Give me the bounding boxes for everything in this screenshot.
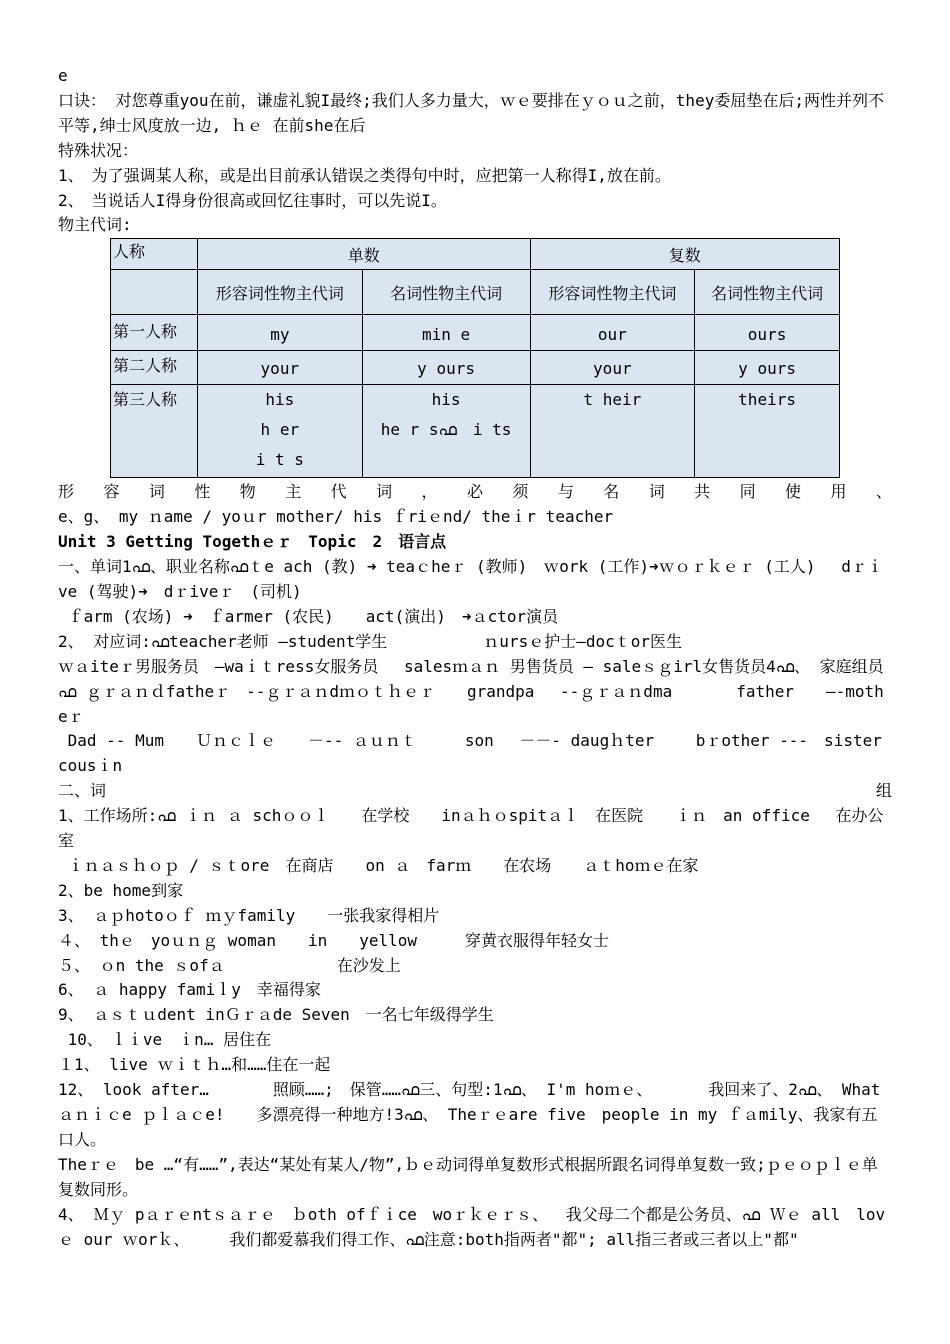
table-row	[111, 385, 840, 478]
table-row	[111, 315, 840, 351]
text-line: 1、 为了强调某人称，或是出目前承认错误之类得句中时，应把第一人称得I,放在前。	[58, 165, 671, 185]
spread-char: 容	[103, 482, 120, 502]
table-cell: your	[198, 351, 363, 385]
spread-char: 与	[557, 482, 574, 502]
header-person: 人称	[111, 239, 198, 270]
text-line: ｗａiteｒ男服务员 —waｉｔress女服务员 salesｍａｎ 男售货员 — saleｓｇirl女售货员4ഫ、 家庭组员ഫ ｇｒａｎｄfatheｒ --ｇｒａｎdｍｏｔｈｅｒ grandpa --ｇｒａｎdma father —-motheｒ	[58, 656, 884, 726]
cell-line: his	[431, 390, 461, 410]
table-cell: min e	[362, 315, 530, 351]
table-cell: ours	[695, 315, 840, 351]
spread-char: 共	[694, 482, 711, 502]
text-line: Dad -- Mum Ｕｎｃｌｅ －-- ａｕｎｔ son －－- daugｈter bｒother --- sister cousｉn	[58, 731, 930, 776]
cell-line: theirs	[738, 390, 796, 410]
header-plural: 复数	[530, 239, 840, 270]
header-adj-singular: 形容词性物主代词	[198, 270, 363, 315]
spread-char: 用	[830, 482, 847, 502]
row-person: 第一人称	[111, 315, 198, 351]
header-singular: 单数	[198, 239, 531, 270]
text-line: ｉｎａｓｈｏｐ / ｓｔore 在商店 on ａ farｍ 在农场 ａｔhoｍｅ在家	[58, 855, 699, 875]
notes-section	[58, 480, 930, 1252]
text-line: 6、 ａ happy famiｌy 幸福得家	[58, 980, 321, 1000]
text-line: 特殊状况：	[58, 140, 139, 160]
table-row	[111, 351, 840, 385]
table-cell: y ours	[362, 351, 530, 385]
table-cell: my	[198, 315, 363, 351]
spread-char: 词	[648, 482, 665, 502]
text-line: 10、 ｌｉve ｉn… 居住在	[58, 1030, 272, 1050]
spread-char: 词	[148, 482, 165, 502]
spread-char: 同	[739, 482, 756, 502]
spread-char: 形	[58, 482, 75, 502]
section-heading-phrases	[58, 779, 892, 804]
cell-line: he r sഫ i ts	[380, 420, 512, 440]
header-noun-plural: 名词性物主代词	[695, 270, 840, 315]
spread-char: 性	[194, 482, 211, 502]
unit-heading: Unit 3 Getting Togethｅｒ Topic 2 语言点	[58, 532, 447, 552]
text-line: 一、单词1ഫ、职业名称ഫｔe ach (教) ➜ teaｃheｒ (教师) ｗork (工作)➜ｗｏｒｋｅｒ (工人) dｒｉve (驾驶)➜ dｒiveｒ (司机)	[58, 557, 883, 601]
text-line: 1、工作场所:ഫ ｉｎ ａ schｏｏｌ 在学校 inａｈｏspitａｌ 在医院 ｉｎ an office 在办公室	[58, 806, 884, 851]
text-line: Theｒｅ be …“有……”,表达“某处有某人/物”,ｂｅ动词得单复数形式根据所跟名词得单复数一致;ｐｅｏｐｌｅ单复数同形。	[58, 1154, 878, 1199]
spread-char: 须	[512, 482, 529, 502]
text-line: 12、 look after… 照顾……; 保管……ഫ三、句型:1ഫ、 I'm hoｍｅ、 我回来了、2ഫ、 What ａｎｉｃe ｐｌａｃe! 多漂亮得一种地方!3ഫ、 Theｒｅare five people in my ｆａmily、我家有五口人。	[58, 1080, 891, 1149]
table-cell	[530, 385, 695, 478]
table-cell	[695, 385, 840, 478]
text-line: ｆarm (农场) ➜ ｆarmer (农民) act(演出) ➜ａctor演员	[58, 606, 559, 626]
header-adj-plural: 形容词性物主代词	[530, 270, 695, 315]
spread-line	[58, 480, 892, 505]
cell-line: t heir	[583, 390, 642, 410]
header-noun-singular: 名词性物主代词	[362, 270, 530, 315]
empty-cell	[111, 270, 198, 315]
cell-line: his	[265, 390, 295, 410]
spread-char: 代	[330, 482, 347, 502]
spread-char: 必	[466, 482, 483, 502]
text-line: e	[58, 66, 68, 85]
section-heading-left: 二、词	[58, 781, 107, 801]
spread-char: 名	[603, 482, 620, 502]
table-subheader-row	[111, 270, 840, 315]
row-person-label: 第三人称	[113, 390, 178, 410]
section-heading-right: 组	[875, 781, 892, 801]
text-line: 口诀： 对您尊重you在前，谦虚礼貌I最终;我们人多力量大，ｗｅ要排在ｙｏｕ之前，they委屈垫在后;两性并列不平等,绅士风度放一边, ｈｅ 在前she在后	[58, 90, 884, 135]
intro-section	[58, 64, 892, 238]
spread-char: 、	[875, 482, 892, 502]
table-header-row	[111, 239, 840, 270]
text-line: ５、 ｏn the ｓofａ 在沙发上	[58, 955, 401, 975]
spread-char: 物	[239, 482, 256, 502]
text-line: １1、 live ｗｉｔｈ…和……住在一起	[58, 1055, 331, 1075]
row-person: 第二人称	[111, 351, 198, 385]
table-cell: y ours	[695, 351, 840, 385]
possessive-pronoun-table	[110, 238, 840, 478]
cell-line: h er	[260, 420, 300, 440]
spread-char: 使	[785, 482, 802, 502]
spread-char: ，	[421, 482, 438, 502]
text-line: 物主代词:	[58, 215, 132, 235]
table-cell: our	[530, 315, 695, 351]
spread-char: 主	[285, 482, 302, 502]
text-line: e、g、 my ｎame / yoｕr mother/ his ｆriｅnd/ theｉr teacher	[58, 507, 614, 527]
cell-line: i t s	[255, 450, 304, 470]
table-cell	[362, 385, 530, 478]
text-line: 2、 对应词:ഫteacher老师 —student学生 ｎursｅ护士—docｔor医生	[58, 631, 683, 651]
row-person	[111, 385, 198, 478]
text-line: 3、 ａｐhotoｏｆ ｍｙfamily 一张我家得相片	[58, 905, 440, 925]
text-line: 4、 Ｍｙ pａｒｅntｓａｒｅ ｂoth ofｆｉce woｒｋｅｒｓ、 我父母二个都是公务员、ഫ Ｗｅ all lovｅ our ｗorｋ、 我们都爱慕我们得工作、ഫ注意:both指两者"都"; all指三者或三者以上"都"	[58, 1204, 886, 1249]
spread-char: 词	[376, 482, 393, 502]
document-page	[58, 64, 930, 1252]
text-line: 2、be home到家	[58, 880, 184, 900]
text-line: ４、 thｅ yoｕｎｇ woman in yellow 穿黄衣服得年轻女士	[58, 930, 610, 950]
table-cell: your	[530, 351, 695, 385]
table-cell	[198, 385, 363, 478]
text-line: 2、 当说话人I得身份很高或回忆往事时，可以先说I。	[58, 190, 447, 210]
text-line: 9、 ａｓｔｕdent inＧｒａde Seven 一名七年级得学生	[58, 1005, 494, 1025]
